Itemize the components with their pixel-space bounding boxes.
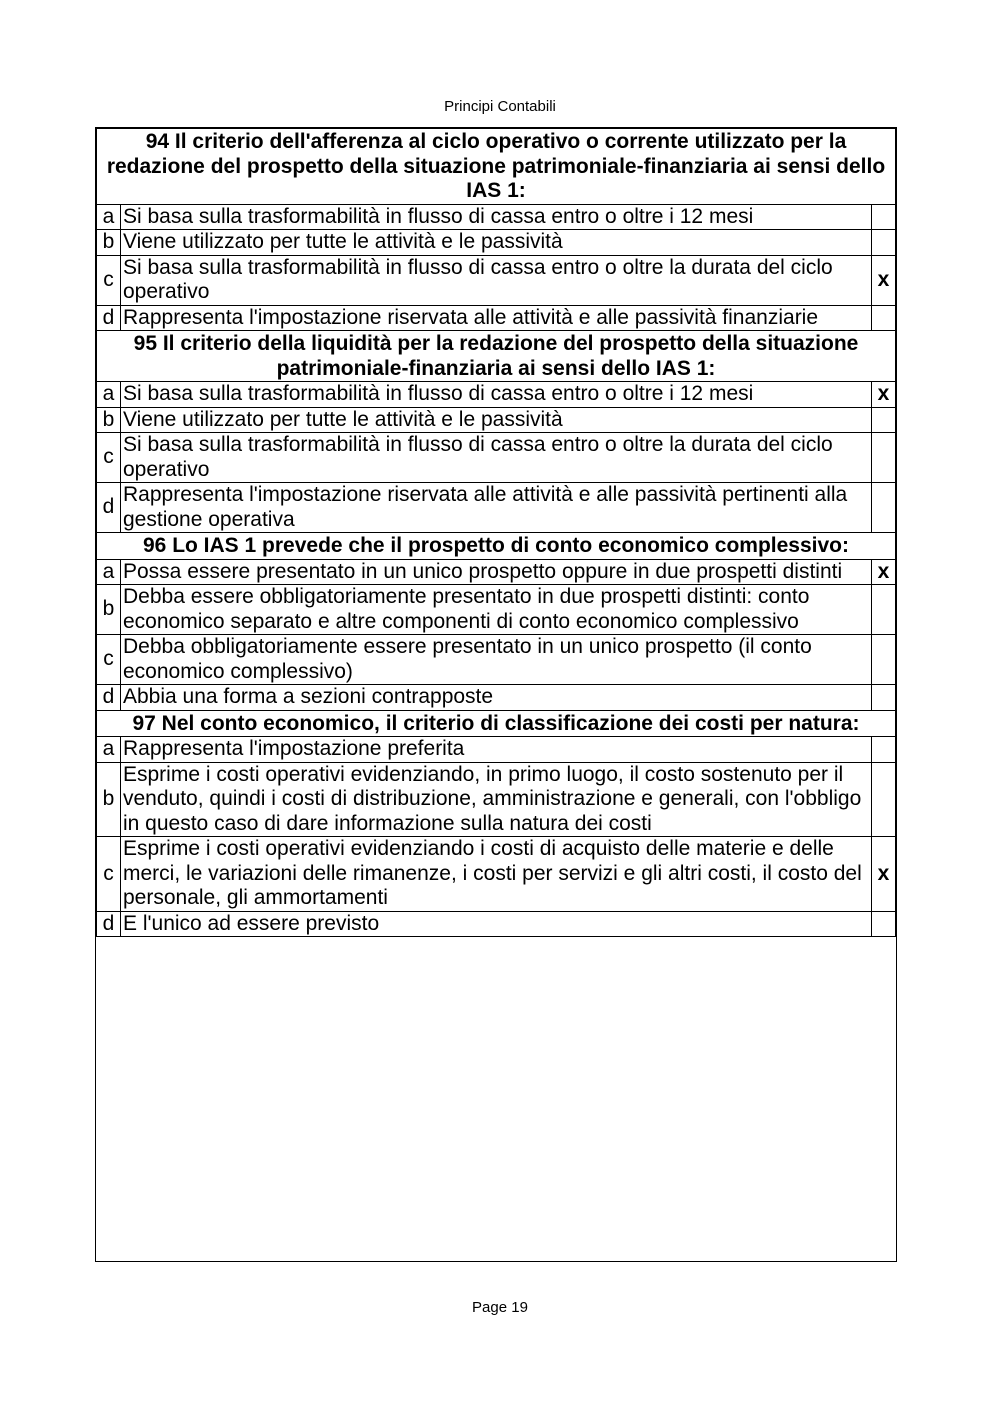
answer-mark [872, 407, 896, 433]
answer-mark [872, 230, 896, 256]
option-row [97, 407, 896, 433]
option-text: Debba obbligatoriamente essere presentato in un unico prospetto (il conto economico complessivo) [121, 635, 872, 685]
quiz-frame [95, 127, 897, 1262]
option-row [97, 762, 896, 837]
answer-mark [872, 635, 896, 685]
question-text: 97 Nel conto economico, il criterio di classificazione dei costi per natura: [97, 710, 896, 737]
answer-mark [872, 483, 896, 533]
option-row [97, 230, 896, 256]
option-row [97, 837, 896, 912]
option-letter: c [97, 837, 121, 912]
option-letter: a [97, 737, 121, 763]
answer-mark [872, 762, 896, 837]
option-row [97, 483, 896, 533]
option-row [97, 382, 896, 408]
option-text: Viene utilizzato per tutte le attività e le passività [121, 230, 872, 256]
answer-mark: x [872, 559, 896, 585]
option-text: Si basa sulla trasformabilità in flusso di cassa entro o oltre i 12 mesi [121, 204, 872, 230]
answer-mark [872, 204, 896, 230]
option-text: Esprime i costi operativi evidenziando i costi di acquisto delle materie e delle merci, le variazioni delle rimanenze, i costi per servizi e gli altri costi, il costo del personale, gli ammortamenti [121, 837, 872, 912]
page-number: Page 19 [472, 1299, 528, 1316]
question-text: 96 Lo IAS 1 prevede che il prospetto di conto economico complessivo: [97, 533, 896, 560]
answer-mark [872, 305, 896, 331]
answer-mark [872, 433, 896, 483]
option-text: Debba essere obbligatoriamente presentato in due prospetti distinti: conto economico separato e altre componenti di conto economico complessivo [121, 585, 872, 635]
option-row [97, 204, 896, 230]
option-text: Rappresenta l'impostazione preferita [121, 737, 872, 763]
option-text: Esprime i costi operativi evidenziando, in primo luogo, il costo sostenuto per il venduto, quindi i costi di distribuzione, amministrazione e generali, con l'obbligo in questo caso di dare informazione sulla natura dei costi [121, 762, 872, 837]
option-text: Viene utilizzato per tutte le attività e le passività [121, 407, 872, 433]
option-letter: c [97, 433, 121, 483]
option-row [97, 559, 896, 585]
option-row [97, 737, 896, 763]
option-letter: c [97, 635, 121, 685]
answer-mark [872, 685, 896, 711]
option-letter: d [97, 305, 121, 331]
option-text: Rappresenta l'impostazione riservata alle attività e alle passività pertinenti alla gestione operativa [121, 483, 872, 533]
question-text: 95 Il criterio della liquidità per la redazione del prospetto della situazione patrimoniale-finanziaria ai sensi dello IAS 1: [97, 331, 896, 382]
option-letter: a [97, 204, 121, 230]
option-letter: b [97, 407, 121, 433]
answer-mark [872, 911, 896, 937]
question-row [97, 331, 896, 382]
option-letter: d [97, 483, 121, 533]
answer-mark [872, 737, 896, 763]
question-text: 94 Il criterio dell'afferenza al ciclo operativo o corrente utilizzato per la redazione del prospetto della situazione patrimoniale-finanziaria ai sensi dello IAS 1: [97, 129, 896, 205]
answer-mark: x [872, 382, 896, 408]
option-letter: c [97, 255, 121, 305]
option-letter: b [97, 230, 121, 256]
answer-mark: x [872, 837, 896, 912]
option-text: Si basa sulla trasformabilità in flusso di cassa entro o oltre la durata del ciclo operativo [121, 433, 872, 483]
document-header: Principi Contabili [444, 98, 556, 115]
option-letter: b [97, 585, 121, 635]
option-letter: d [97, 911, 121, 937]
option-text: Abbia una forma a sezioni contrapposte [121, 685, 872, 711]
option-row [97, 685, 896, 711]
option-row [97, 911, 896, 937]
option-letter: b [97, 762, 121, 837]
option-row [97, 255, 896, 305]
question-row [97, 710, 896, 737]
option-text: Rappresenta l'impostazione riservata alle attività e alle passività finanziarie [121, 305, 872, 331]
option-row [97, 585, 896, 635]
option-letter: a [97, 559, 121, 585]
option-row [97, 635, 896, 685]
question-row [97, 533, 896, 560]
answer-mark: x [872, 255, 896, 305]
answer-mark [872, 585, 896, 635]
option-row [97, 305, 896, 331]
option-row [97, 433, 896, 483]
option-letter: d [97, 685, 121, 711]
option-text: Possa essere presentato in un unico prospetto oppure in due prospetti distinti [121, 559, 872, 585]
option-text: Si basa sulla trasformabilità in flusso di cassa entro o oltre la durata del ciclo operativo [121, 255, 872, 305]
question-row [97, 129, 896, 205]
option-text: E l'unico ad essere previsto [121, 911, 872, 937]
option-text: Si basa sulla trasformabilità in flusso di cassa entro o oltre i 12 mesi [121, 382, 872, 408]
quiz-table [96, 128, 896, 937]
option-letter: a [97, 382, 121, 408]
